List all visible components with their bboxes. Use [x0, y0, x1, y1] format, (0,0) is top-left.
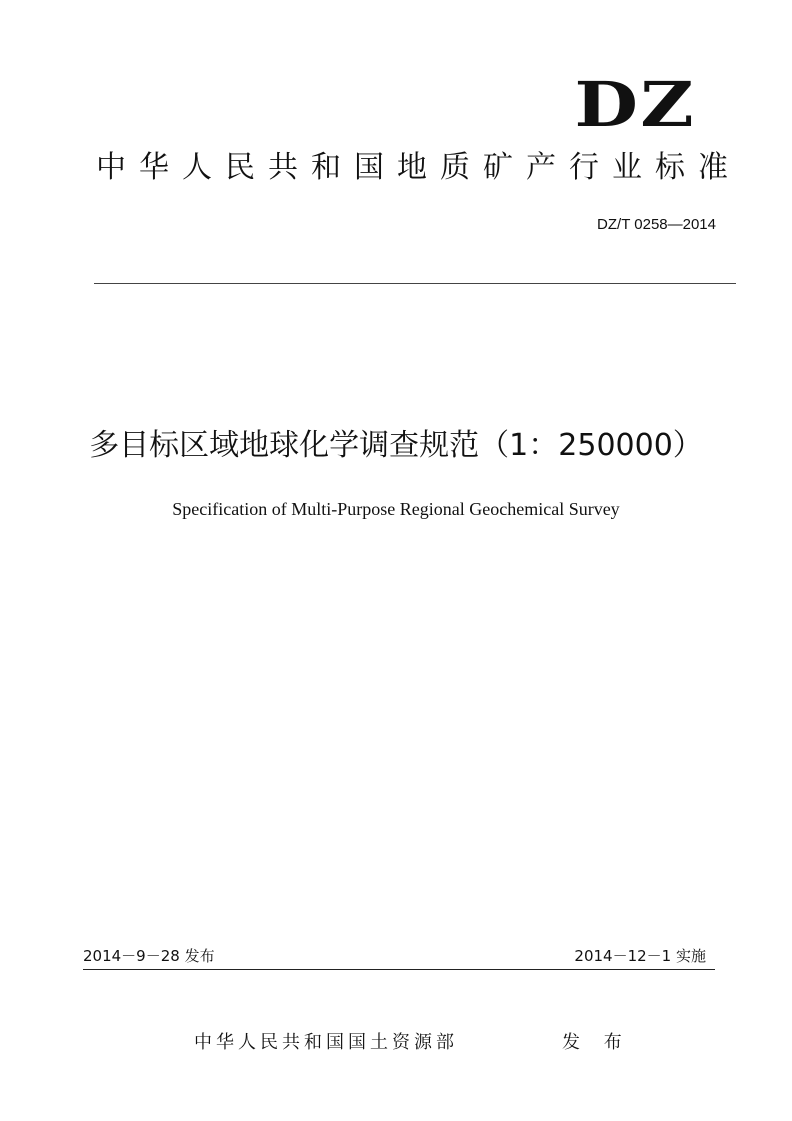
header-divider: [94, 283, 736, 284]
document-title-chinese: 多目标区域地球化学调查规范（1：250000）: [89, 428, 703, 463]
effective-date: 2014－12－1 实施: [574, 947, 706, 965]
standard-type-title: 中华人民共和国地质矿产行业标准: [96, 150, 741, 185]
publisher-name: 中华人民共和国国土资源部: [194, 1032, 458, 1053]
standard-number: DZ/T 0258—2014: [597, 216, 716, 233]
issue-date: 2014－9－28 发布: [83, 947, 215, 965]
document-title-english: Specification of Multi-Purpose Regional Geochemical Survey: [172, 499, 620, 519]
dz-logo: DZ: [574, 68, 696, 141]
publish-label: 发 布: [562, 1032, 631, 1053]
footer-divider: [83, 969, 715, 970]
